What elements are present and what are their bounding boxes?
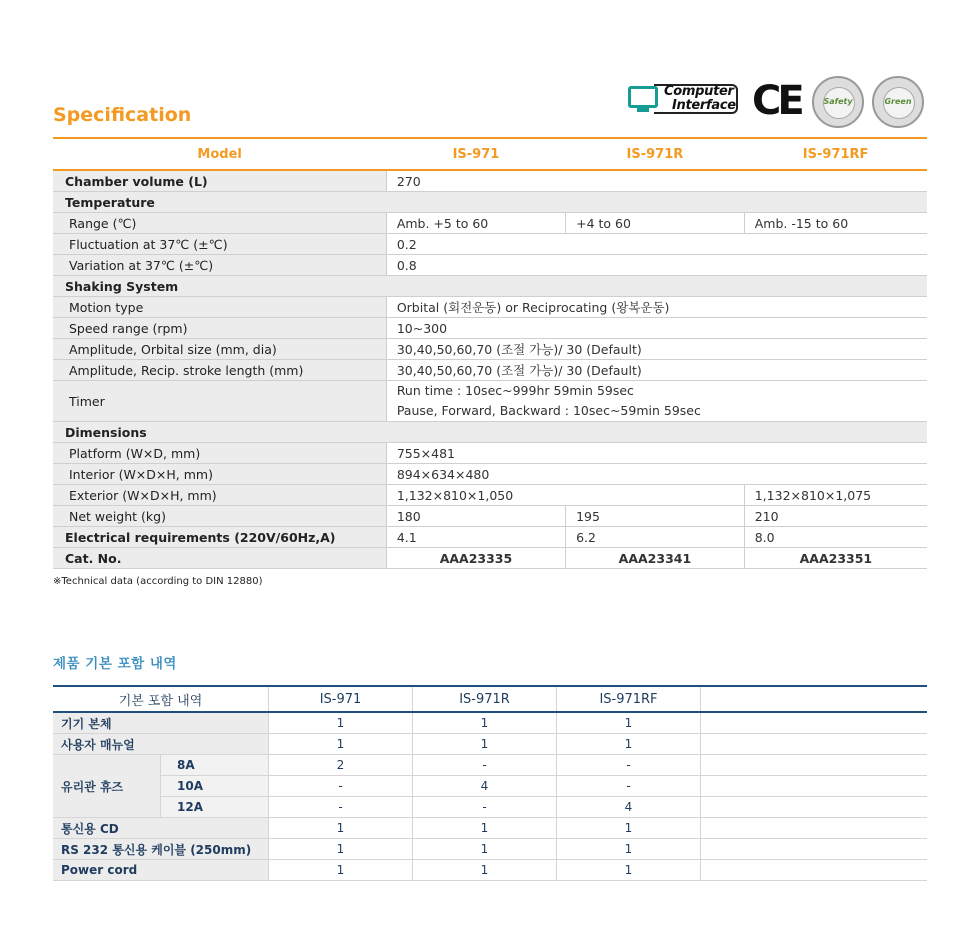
- spec-row-amplitude-recip: Amplitude, Recip. stroke length (mm) 30,40,50,60,70 (조절 가능)/ 30 (Default): [53, 360, 927, 381]
- safety-seal-icon: Safety: [812, 76, 864, 128]
- included-row-device: 기기 본체 1 1 1: [53, 712, 927, 734]
- included-row-fuse-10a: 10A - 4 -: [53, 776, 927, 797]
- spec-row-electrical: Electrical requirements (220V/60Hz,A) 4.1 6.2 8.0: [53, 527, 927, 548]
- included-items-title: 제품 기본 포함 내역: [53, 656, 177, 672]
- ce-mark: CE: [752, 78, 801, 124]
- computer-interface-logo: [628, 84, 740, 116]
- spec-row-fluctuation: Fluctuation at 37℃ (±℃) 0.2: [53, 234, 927, 255]
- spec-row-interior: Interior (W×D×H, mm) 894×634×480: [53, 464, 927, 485]
- included-items-table: [53, 685, 927, 881]
- header-is-971: IS-971: [386, 138, 565, 170]
- computer-interface-line1: Computer: [664, 84, 734, 99]
- spec-row-motion-type: Motion type Orbital (회전운동) or Reciprocating (왕복운동): [53, 297, 927, 318]
- header-is-971r: IS-971R: [566, 138, 745, 170]
- included-row-manual: 사용자 매뉴얼 1 1 1: [53, 734, 927, 755]
- green-seal-icon: Green: [872, 76, 924, 128]
- spec-row-variation: Variation at 37℃ (±℃) 0.8: [53, 255, 927, 276]
- spec-row-net-weight: Net weight (kg) 180 195 210: [53, 506, 927, 527]
- spec-row-cat-no: Cat. No. AAA23335 AAA23341 AAA23351: [53, 548, 927, 569]
- page-title: Specification: [53, 104, 192, 126]
- included-row-power-cord: Power cord 1 1 1: [53, 860, 927, 881]
- spec-row-exterior: Exterior (W×D×H, mm) 1,132×810×1,050 1,132×810×1,075: [53, 485, 927, 506]
- timer-run-time: Run time : 10sec~999hr 59min 59sec: [396, 383, 634, 398]
- included-row-fuse-12a: 12A - - 4: [53, 797, 927, 818]
- spec-section-temperature: Temperature: [53, 192, 927, 213]
- spec-row-amplitude-orbital: Amplitude, Orbital size (mm, dia) 30,40,50,60,70 (조절 가능)/ 30 (Default): [53, 339, 927, 360]
- timer-pause: Pause, Forward, Backward : 10sec~59min 59sec: [396, 403, 701, 418]
- spec-row-speed-range: Speed range (rpm) 10~300: [53, 318, 927, 339]
- included-row-cd: 통신용 CD 1 1 1: [53, 818, 927, 839]
- included-row-rs232: RS 232 통신용 케이블 (250mm) 1 1 1: [53, 839, 927, 860]
- header-is-971rf: IS-971RF: [744, 138, 927, 170]
- certification-logos: [628, 74, 928, 128]
- included-row-fuse-8a: 유리관 휴즈 8A 2 - -: [53, 755, 927, 776]
- specification-table: [53, 137, 927, 569]
- header-model: Model: [53, 138, 386, 170]
- spec-row-chamber-volume: Chamber volume (L) 270: [53, 170, 927, 192]
- spec-row-timer: Timer Run time : 10sec~999hr 59min 59sec Pause, Forward, Backward : 10sec~59min 59sec: [53, 381, 927, 422]
- spec-row-platform: Platform (W×D, mm) 755×481: [53, 443, 927, 464]
- spec-header-row: [53, 138, 927, 170]
- computer-interface-line2: Interface: [672, 98, 736, 113]
- included-header-row: 기본 포함 내역 IS-971 IS-971R IS-971RF: [53, 686, 927, 712]
- spec-section-shaking: Shaking System: [53, 276, 927, 297]
- spec-row-range: Range (℃) Amb. +5 to 60 +4 to 60 Amb. -15 to 60: [53, 213, 927, 234]
- technical-data-note: ※Technical data (according to DIN 12880): [53, 576, 263, 587]
- spec-section-dimensions: Dimensions: [53, 422, 927, 443]
